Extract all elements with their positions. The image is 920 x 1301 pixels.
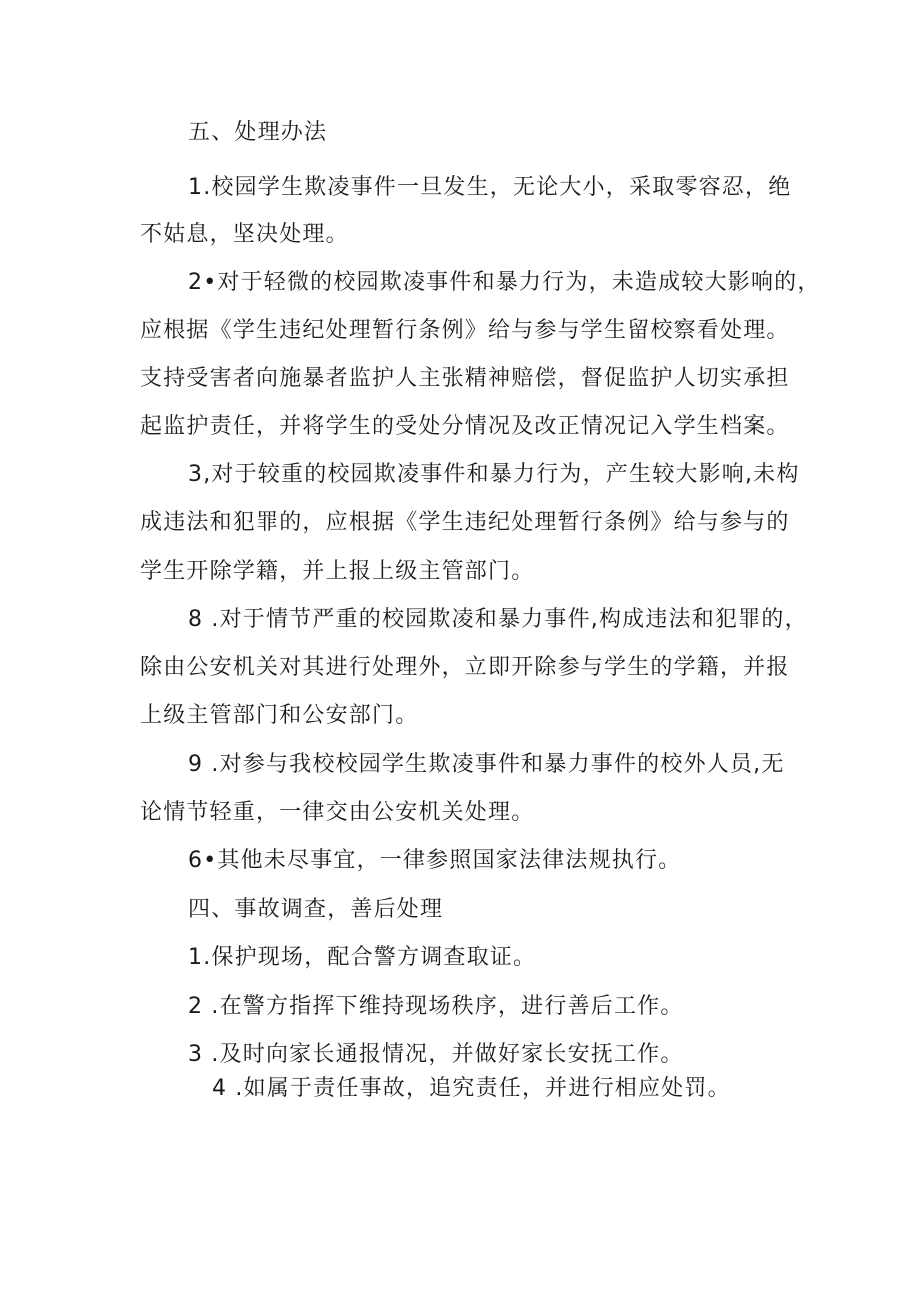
paragraph-line: 支持受害者向施暴者监护人主张精神赔偿，督促监护人切实承担 (140, 366, 790, 391)
paragraph-line: 上级主管部门和公安部门。 (140, 703, 419, 728)
section-heading-five: 五、处理办法 (188, 120, 328, 145)
paragraph-line: 成违法和犯罪的，应根据《学生违纪处理暂行条例》给与参与的 (140, 510, 790, 535)
paragraph-line: 3 .及时向家长通报情况，并做好家长安抚工作。 (188, 1042, 684, 1067)
paragraph-line: 除由公安机关对其进行处理外，立即开除参与学生的学籍，并报 (140, 655, 790, 680)
paragraph-line: 4 .如属于责任事故，追究责任，并进行相应处罚。 (212, 1076, 731, 1101)
paragraph-line: 1.校园学生欺凌事件一旦发生，无论大小，采取零容忍，绝 (188, 175, 792, 200)
paragraph-line: 起监护责任，并将学生的受处分情况及改正情况记入学生档案。 (140, 414, 790, 439)
paragraph-line: 6•其他未尽事宜，一律参照国家法律法规执行。 (188, 848, 682, 873)
paragraph-line: 应根据《学生违纪处理暂行条例》给与参与学生留校察看处理。 (140, 318, 790, 343)
paragraph-line: 1.保护现场，配合警方调查取证。 (188, 945, 537, 970)
section-heading-four: 四、事故调查，善后处理 (188, 897, 444, 922)
paragraph-line: 9 .对参与我校校园学生欺凌事件和暴力事件的校外人员,无 (188, 752, 785, 777)
paragraph-line: 论情节轻重，一律交由公安机关处理。 (140, 800, 535, 825)
paragraph-line: 2 .在警方指挥下维持现场秩序，进行善后工作。 (188, 994, 684, 1019)
paragraph-line: 3,对于较重的校园欺凌事件和暴力行为，产生较大影响,未构 (188, 462, 800, 487)
paragraph-line: 不姑息，坚决处理。 (140, 222, 349, 247)
paragraph-line: 8 .对于情节严重的校园欺凌和暴力事件,构成违法和犯罪的， (188, 607, 808, 632)
paragraph-line: 学生开除学籍，并上报上级主管部门。 (140, 559, 535, 584)
paragraph-line: 2•对于轻微的校园欺凌事件和暴力行为，未造成较大影响的， (188, 270, 821, 295)
